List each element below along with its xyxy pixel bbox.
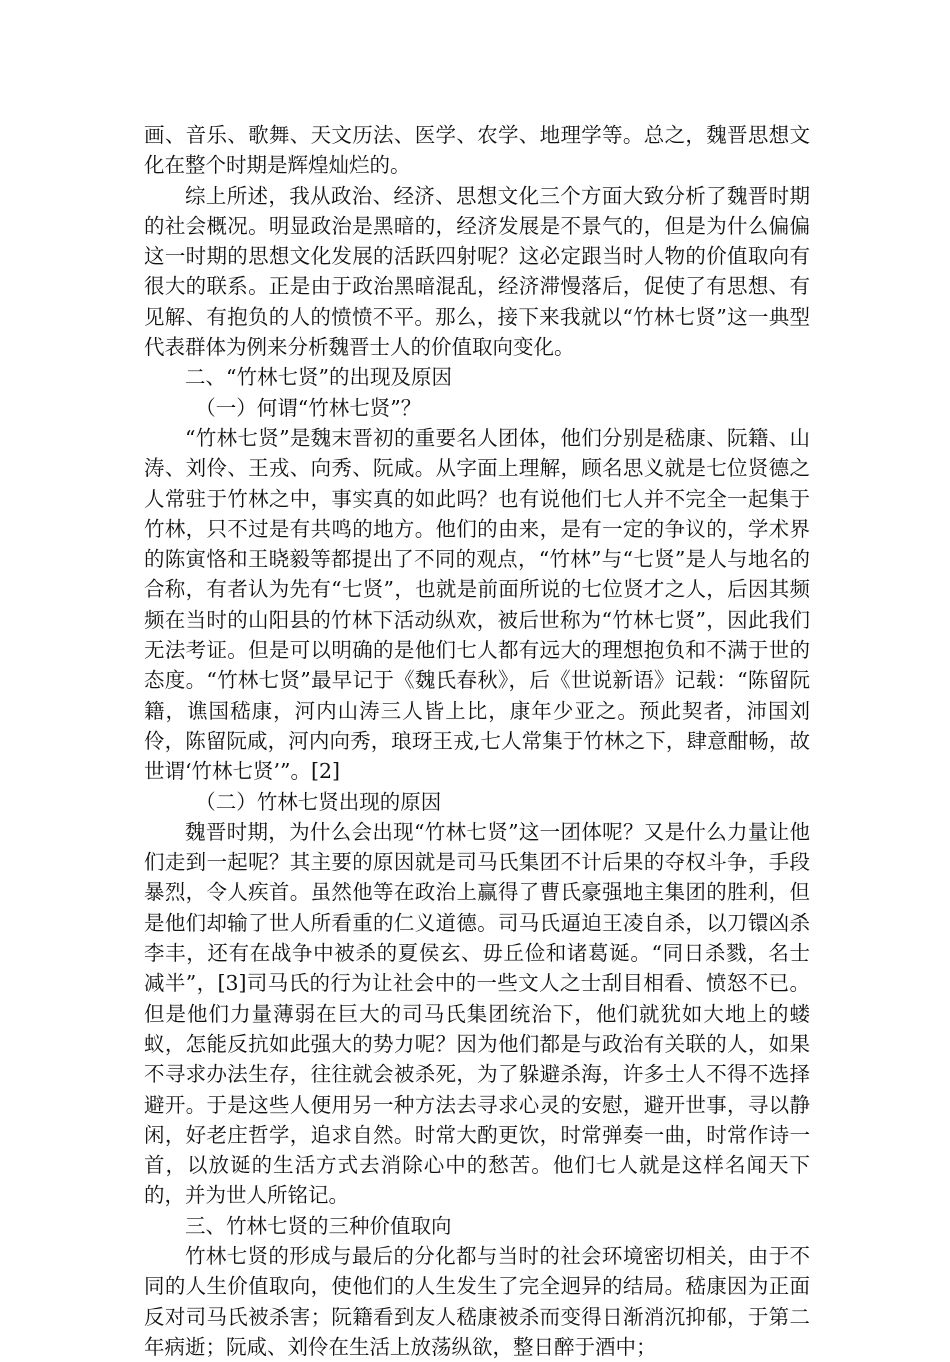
paragraph-value-orientations: 竹林七贤的形成与最后的分化都与当时的社会环境密切相关，由于不同的人生价值取向，使他们的人生发生了完全迥异的结局。嵇康因为正面反对司马氏被杀害；阮籍看到友人嵇康被杀而变得日渐消沉抑郁，于第二年病逝；阮咸、刘伶在生活上放荡纵欲，整日醉于酒中； — [144, 1243, 810, 1359]
paragraph-seven-sages-reasons: 魏晋时期，为什么会出现“竹林七贤”这一团体呢？又是什么力量让他们走到一起呢？其主要的原因就是司马氏集团不计后果的夺权斗争，手段暴烈，令人疾首。虽然他等在政治上赢得了曹氏豪强地主集团的胜利，但是他们却输了世人所看重的仁义道德。司马氏逼迫王凌自杀，以刀镮凶杀李丰，还有在战争中被杀的夏侯玄、毋丘俭和诸葛诞。“同日杀戮，名士减半”，[3]司马氏的行为让社会中的一些文人之士刮目相看、愤怒不已。但是他们力量薄弱在巨大的司马氏集团统治下，他们就犹如大地上的蝼蚁，怎能反抗如此强大的势力呢？因为他们都是与政治有关联的人，如果不寻求办法生存，往往就会被杀死，为了躲避杀海，许多士人不得不选择避开。于是这些人便用另一种方法去寻求心灵的安慰，避开世事，寻以静闲，好老庄哲学，追求自然。时常大酌更饮，时常弹奏一曲，时常作诗一首，以放诞的生活方式去消除心中的愁苦。他们七人就是这样名闻天下的，并为世人所铭记。 — [144, 819, 810, 1208]
paragraph-continuation: 画、音乐、歌舞、天文历法、医学、农学、地理学等。总之，魏晋思想文化在整个时期是辉煌灿烂的。 — [144, 123, 810, 178]
section-heading-2: 二、“竹林七贤”的出现及原因 — [185, 365, 452, 390]
document-page — [144, 120, 810, 1362]
subsection-heading-2-1: （一）何谓“竹林七贤”？ — [195, 395, 422, 420]
section-heading-3: 三、竹林七贤的三种价值取向 — [185, 1213, 452, 1238]
subsection-heading-2-2: （二）竹林七贤出现的原因 — [195, 789, 442, 814]
paragraph-summary: 综上所述，我从政治、经济、思想文化三个方面大致分析了魏晋时期的社会概况。明显政治是黑暗的，经济发展是不景气的，但是为什么偏偏这一时期的思想文化发展的活跃四射呢？这必定跟当时人物的价值取向有很大的联系。正是由于政治黑暗混乱，经济滞慢落后，促使了有思想、有见解、有抱负的人的愤愤不平。那么，接下来我就以“竹林七贤”这一典型代表群体为例来分析魏晋士人的价值取向变化。 — [144, 183, 810, 360]
paragraph-seven-sages-definition: “竹林七贤”是魏末晋初的重要名人团体，他们分别是嵇康、阮籍、山涛、刘伶、王戎、向秀、阮咸。从字面上理解，顾名思义就是七位贤德之人常驻于竹林之中，事实真的如此吗？也有说他们七人并不完全一起集于竹林，只不过是有共鸣的地方。他们的由来，是有一定的争议的，学术界的陈寅恪和王晓毅等都提出了不同的观点，“竹林”与“七贤”是人与地名的合称，有者认为先有“七贤”，也就是前面所说的七位贤才之人，后因其频频在当时的山阳县的竹林下活动纵欢，被后世称为“竹林七贤”，因此我们无法考证。但是可以明确的是他们七人都有远大的理想抱负和不满于世的态度。“竹林七贤”最早记于《魏氏春秋》，后《世说新语》记载：“陈留阮籍，谯国嵇康，河内山涛三人皆上比，康年少亚之。预此契者，沛国刘伶，陈留阮咸，河内向秀，琅玡王戎,七人常集于竹林之下，肆意酣畅，故世谓‘竹林七贤’”。[2] — [144, 425, 810, 784]
